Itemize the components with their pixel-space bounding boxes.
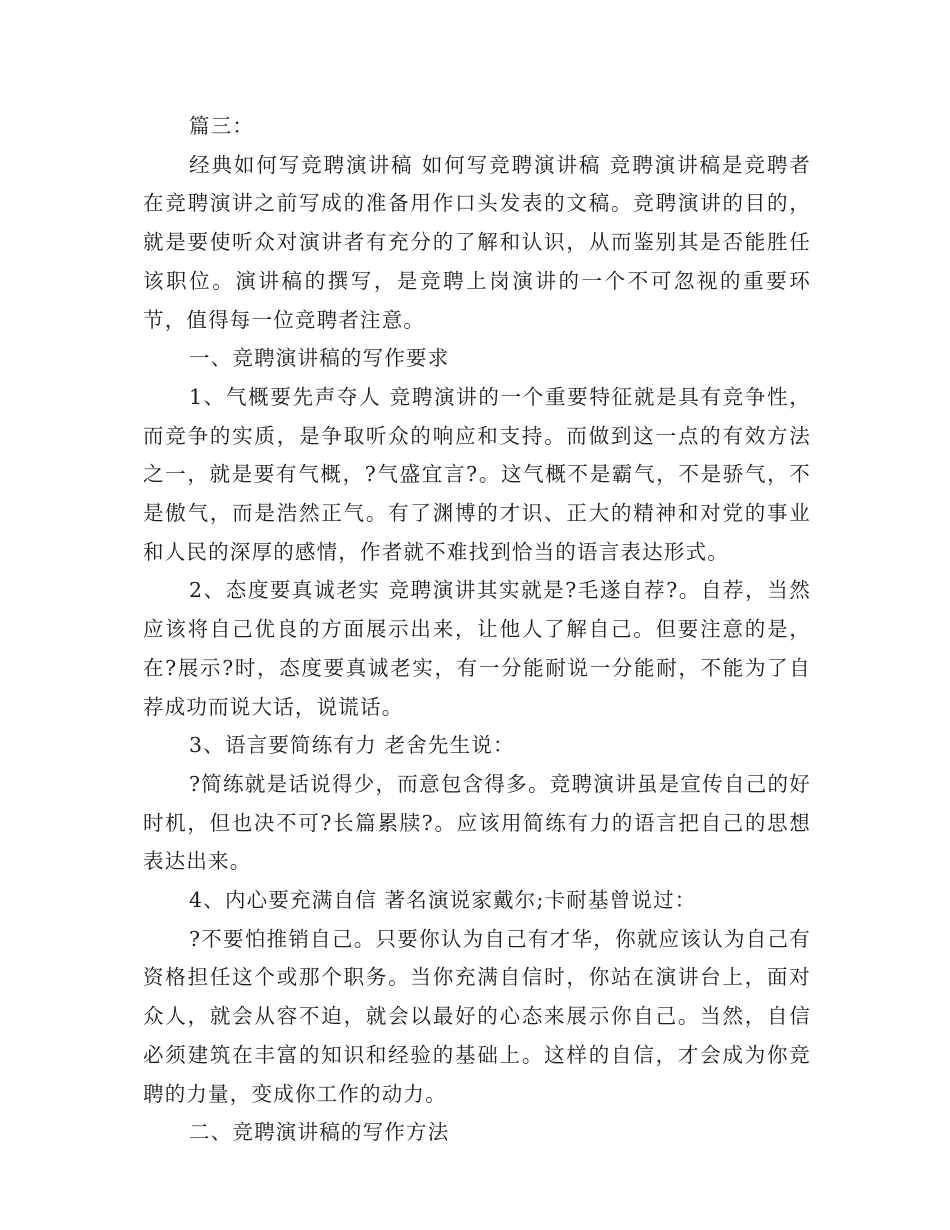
- paragraph-requirement-4: 4、内心要充满自信 著名演说家戴尔;卡耐基曾说过：: [189, 888, 697, 913]
- paragraph-requirement-3-quote: ?简练就是话说得少，而意包含得多。竞聘演讲虽是宣传自己的好时机，但也决不可?长篇累牍?。应该用简练有力的语言把自己的思想表达出来。: [143, 771, 811, 874]
- intro-paragraph: 经典如何写竞聘演讲稿 如何写竞聘演讲稿 竞聘演讲稿是竞聘者在竞聘演讲之前写成的准备用作口头发表的文稿。竞聘演讲的目的，就是要使听众对演讲者有充分的了解和认识，从而鉴别其是否能胜任该职位。演讲稿的撰写，是竞聘上岗演讲的一个不可忽视的重要环节，值得每一位竞聘者注意。: [143, 152, 811, 332]
- heading-writing-methods: 二、竞聘演讲稿的写作方法: [189, 1120, 450, 1145]
- section-heading-part3: 篇三：: [189, 114, 255, 138]
- paragraph-requirement-1: 1、气概要先声夺人 竞聘演讲的一个重要特征就是具有竞争性，而竞争的实质，是争取听众的响应和支持。而做到这一点的有效方法之一，就是要有气概，?气盛宜言?。这气概不是霸气，不是骄气，不是傲气，而是浩然正气。有了渊博的才识、正大的精神和对党的事业和人民的深厚的感情，作者就不难找到恰当的语言表达形式。: [143, 384, 811, 564]
- paragraph-requirement-2: 2、态度要真诚老实 竞聘演讲其实就是?毛遂自荐?。自荐，当然应该将自己优良的方面展示出来，让他人了解自己。但要注意的是，在?展示?时，态度要真诚老实，有一分能耐说一分能耐，不能为了自荐成功而说大话，说谎话。: [143, 578, 811, 719]
- paragraph-requirement-3: 3、语言要简练有力 老舍先生说：: [189, 733, 515, 758]
- document-body: [143, 107, 811, 1152]
- paragraph-requirement-4-quote: ?不要怕推销自己。只要你认为自己有才华，你就应该认为自己有资格担任这个或那个职务。当你充满自信时，你站在演讲台上，面对众人，就会从容不迫，就会以最好的心态来展示你自己。当然，自信必须建筑在丰富的知识和经验的基础上。这样的自信，才会成为你竞聘的力量，变成你工作的动力。: [143, 926, 811, 1106]
- heading-writing-requirements: 一、竞聘演讲稿的写作要求: [189, 346, 450, 371]
